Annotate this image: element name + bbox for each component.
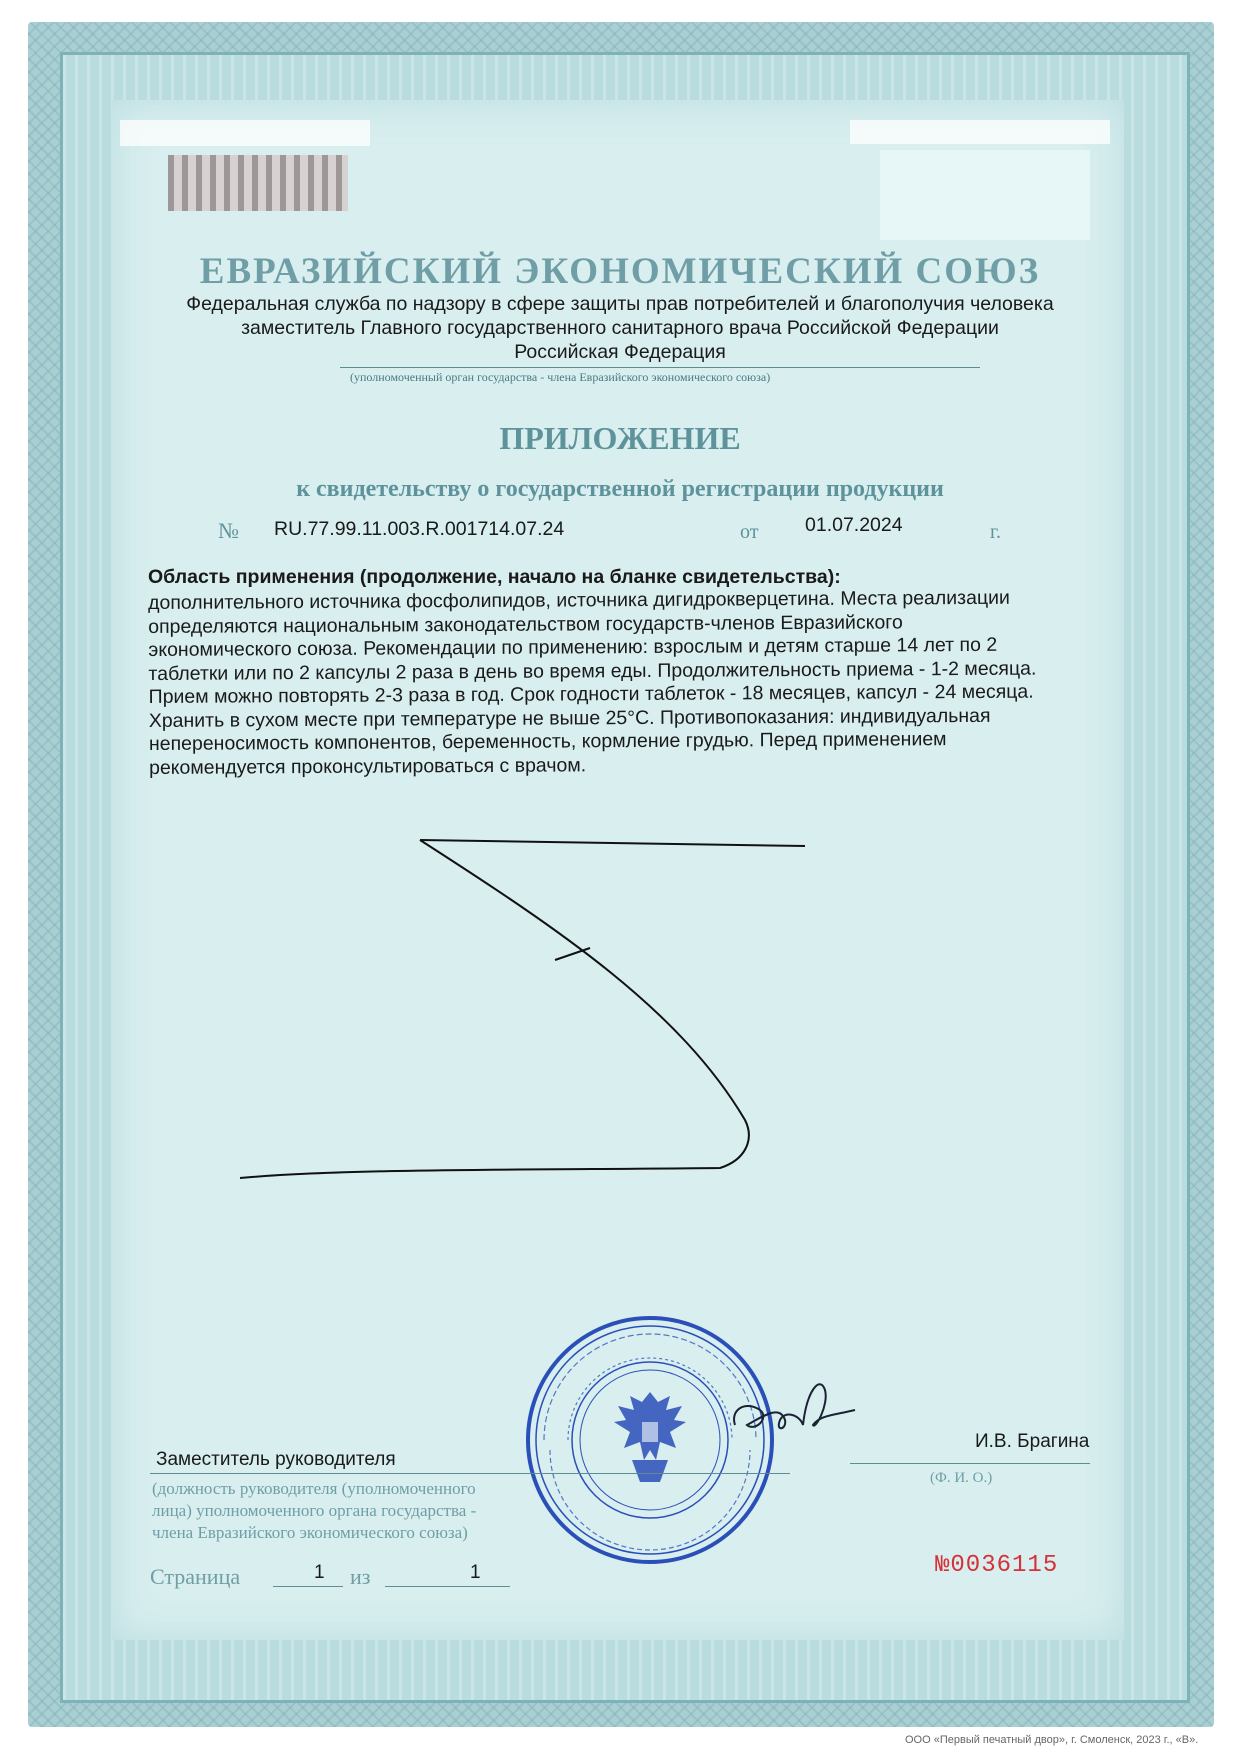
registration-number: RU.77.99.11.003.R.001714.07.24 [274,518,565,540]
agency-caption: (уполномоченный орган государства - члена Евразийского экономического союза) [350,370,771,384]
position-title: Заместитель руководителя [156,1449,396,1470]
printer-imprint: ООО «Первый печатный двор», г. Смоленск, 2023 г., «В». [905,1734,1199,1746]
page-current: 1 [314,1562,325,1583]
scope-line: рекомендуется проконсультироваться с врачом. [149,753,587,779]
scope-heading: Область применения (продолжение, начало на бланке свидетельства): [148,566,841,588]
underline [385,1586,510,1587]
agency-line: Российская Федерация [514,341,726,363]
page-label: Страница [150,1564,241,1589]
registration-date: 01.07.2024 [805,514,903,536]
agency-line: Федеральная служба по надзору в сфере защиты прав потребителей и благополучия человека [186,293,1054,315]
caption-line: члена Евразийского экономического союза) [152,1523,468,1542]
underline [150,1473,790,1474]
signatory-name: И.В. Брагина [975,1431,1090,1452]
serial-number: №0036115 [935,1552,1059,1579]
position-caption [152,1478,572,1544]
scope-line: Прием можно повторять 2-3 раза в год. Срок годности таблеток - 18 месяцев, капсул - 24 месяца. [148,680,1034,708]
underline [273,1586,343,1587]
caption-line: лица) уполномоченного органа государства - [152,1501,477,1520]
from-label: от [740,521,759,543]
scope-line: определяются национальным законодательством государств-членов Евразийского [148,610,903,638]
scope-line: экономического союза. Рекомендации по применению: взрослым и детям старше 14 лет по 2 [148,633,998,661]
caption-line: (должность руководителя (уполномоченного [152,1479,476,1498]
underline [850,1463,1090,1464]
scope-line: таблетки или по 2 капсулы 2 раза в день во время еды. Продолжительность приема - 1-2 месяца. [148,657,1037,685]
scope-line: Хранить в сухом месте при температуре не выше 25°С. Противопоказания: индивидуальная [148,704,991,732]
year-suffix: г. [990,521,1001,543]
handwritten-signature [725,1370,865,1450]
agency-line: заместитель Главного государственного санитарного врача Российской Федерации [241,317,999,339]
name-caption: (Ф. И. О.) [930,1470,993,1486]
union-title: ЕВРАЗИЙСКИЙ ЭКОНОМИЧЕСКИЙ СОЮЗ [199,251,1041,292]
appendix-title: ПРИЛОЖЕНИЕ [499,420,741,456]
page-total: 1 [470,1562,481,1583]
scope-line: дополнительного источника фосфолипидов, источника дигидрокверцетина. Места реализации [148,586,1010,614]
appendix-subtitle: к свидетельству о государственной регистрации продукции [296,476,944,502]
scope-line: непереносимость компонентов, беременность, кормление грудью. Перед применением [148,728,947,755]
number-sign: № [218,518,239,543]
of-label: из [350,1564,371,1589]
